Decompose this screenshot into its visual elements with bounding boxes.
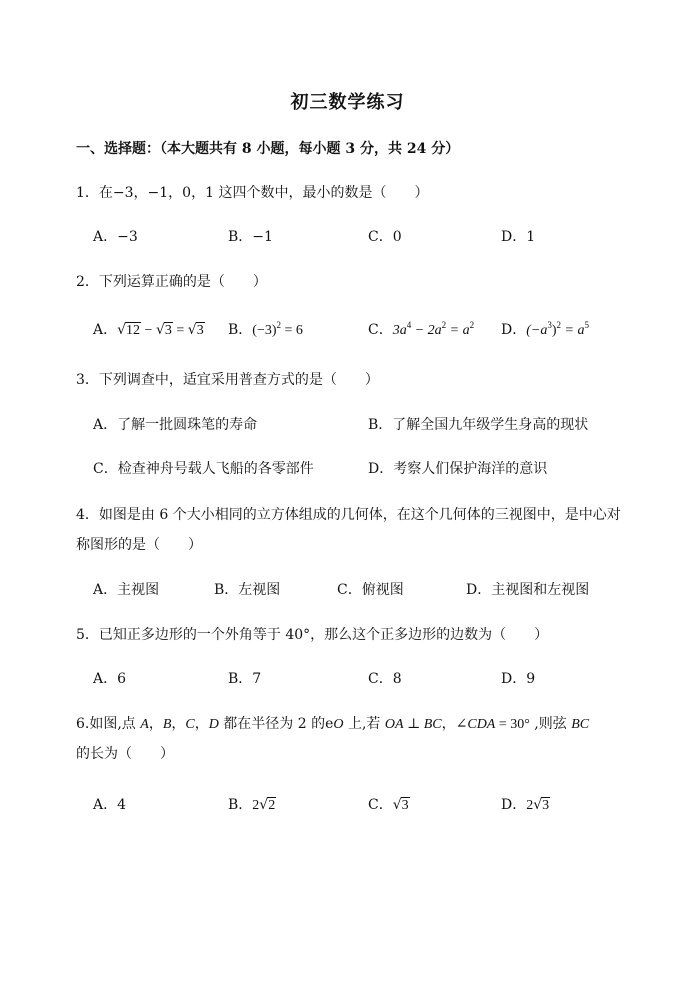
q6-c-label: C．	[368, 797, 393, 813]
q2-d-term-2: )	[551, 323, 557, 338]
question-1-stem: 1．在−3，−1，0，1 这四个数中，最小的数是（ ）	[76, 185, 429, 201]
q6-segment-bc: BC	[423, 717, 442, 732]
question-6-stem-line-2: 的长为（ ）	[76, 746, 174, 762]
q6-d-radicand: 3	[542, 798, 550, 813]
sqrt-icon: √	[117, 322, 127, 338]
question-4-stem-line-2: 称图形的是（ ）	[76, 537, 202, 553]
q1-option-b: B．−1	[228, 229, 273, 245]
q2-option-d	[501, 321, 589, 340]
question-3-stem: 3．下列调查中，适宜采用普查方式的是（ ）	[76, 372, 379, 388]
q6-text-3: 上,若	[343, 716, 385, 732]
q2-a-label: A．	[93, 322, 118, 338]
q6-point-b: B	[162, 717, 172, 732]
sqrt-icon: √	[392, 797, 402, 813]
q6-option-c	[368, 796, 410, 814]
q2-d-exp-2: 2	[556, 320, 562, 330]
q2-c-term-2: − 2a	[411, 323, 442, 338]
q6-d-label: D．	[501, 797, 527, 813]
q3-option-c: C．检查神舟号载人飞船的各零部件	[93, 461, 314, 477]
q3-option-a: A．了解一批圆珠笔的寿命	[93, 417, 258, 433]
sqrt-icon: √	[187, 322, 197, 338]
q6-option-b	[228, 796, 276, 815]
q6-c-radicand: 3	[401, 798, 409, 813]
q2-d-label: D．	[501, 322, 527, 338]
q6-text-4: ，	[441, 716, 456, 732]
q2-b-rest: = 6	[281, 323, 303, 338]
question-5-stem: 5．已知正多边形的一个外角等于 40°，那么这个正多边形的边数为（ ）	[76, 627, 549, 643]
q4-option-c: C．俯视图	[337, 582, 404, 598]
q2-a-minus: −	[141, 323, 156, 338]
q6-segment-oa: OA	[384, 717, 404, 732]
q2-c-term-1: 3a	[392, 323, 407, 338]
q5-option-b: B．7	[228, 671, 262, 687]
q2-d-exp-1: 3	[547, 320, 552, 330]
section-heading: 一、选择题：（本大题共有 8 小题，每小题 3 分，共 24 分）	[76, 141, 460, 157]
question-4-stem-line-1: 4．如图是由 6 个大小相同的立方体组成的几何体，在这个几何体的三视图中，是中心对	[76, 507, 621, 523]
q2-a-equals: =	[172, 323, 188, 338]
q2-a-radicand-1: 12	[126, 323, 141, 338]
q2-option-c	[368, 321, 474, 340]
q2-d-exp-3: 5	[584, 320, 589, 330]
sqrt-icon: √	[533, 797, 543, 813]
q2-c-label: C．	[368, 322, 393, 338]
q6-b-label: B．	[228, 797, 253, 813]
q4-option-a: A．主视图	[93, 582, 160, 598]
q6-b-coefficient: 2	[252, 798, 260, 813]
q2-option-b	[228, 321, 303, 340]
q6-angle-value: = 30°	[495, 717, 530, 732]
q5-option-a: A．6	[93, 671, 127, 687]
q2-c-exp-2: 2	[441, 320, 447, 330]
q6-circle-o: O	[333, 717, 344, 732]
q6-angle: ∠CDA	[455, 717, 496, 732]
q4-option-b: B．左视图	[214, 582, 281, 598]
q6-d-coefficient: 2	[526, 798, 534, 813]
q3-option-b: B．了解全国九年级学生身高的现状	[368, 417, 589, 433]
q5-option-c: C．8	[368, 671, 402, 687]
q6-option-d	[501, 796, 550, 815]
q6-point-c: C	[185, 717, 195, 732]
page-title: 初三数学练习	[290, 92, 405, 113]
q2-b-base: (−3)	[252, 323, 277, 338]
q2-d-term-3: = a	[561, 323, 585, 338]
q6-point-a: A	[140, 717, 149, 732]
q6-perp-symbol: ⊥	[403, 717, 424, 732]
q3-option-d: D．考察人们保护海洋的意识	[368, 461, 548, 477]
q2-c-exp-1: 4	[406, 320, 412, 330]
q6-b-radicand: 2	[268, 798, 276, 813]
q6-point-d: D	[208, 717, 219, 732]
q5-option-d: D．9	[501, 671, 536, 687]
sqrt-icon: √	[259, 797, 269, 813]
q6-text-5: ,则弦	[529, 716, 572, 732]
q2-b-label: B．	[228, 322, 253, 338]
question-2-stem: 2．下列运算正确的是（ ）	[76, 274, 267, 290]
q2-a-radicand-2: 3	[164, 323, 172, 338]
q2-b-exponent: 2	[276, 320, 282, 330]
q6-text-1: 6.如图,点	[76, 716, 141, 732]
q1-option-a: A．−3	[93, 229, 138, 245]
q1-option-d: D．1	[501, 229, 536, 245]
q6-chord-bc: BC	[571, 717, 590, 732]
q2-a-radicand-3: 3	[196, 323, 204, 338]
q2-option-a	[93, 321, 205, 340]
question-6-stem-line-1: 6.如图,点 A，B，C，D 都在半径为 2 的eO 上,若 OA ⊥ BC，∠CDA = 30° ,则弦 BC	[76, 716, 590, 732]
q2-d-term-1: (−a	[526, 323, 548, 338]
q2-c-exp-3: 2	[469, 320, 475, 330]
sqrt-icon: √	[155, 322, 165, 338]
q4-option-d: D．主视图和左视图	[466, 582, 590, 598]
q6-text-2: 都在半径为 2 的e	[218, 716, 334, 732]
q6-option-a: A．4	[93, 797, 127, 813]
q1-option-c: C．0	[368, 229, 402, 245]
q2-c-term-3: = a	[446, 323, 470, 338]
